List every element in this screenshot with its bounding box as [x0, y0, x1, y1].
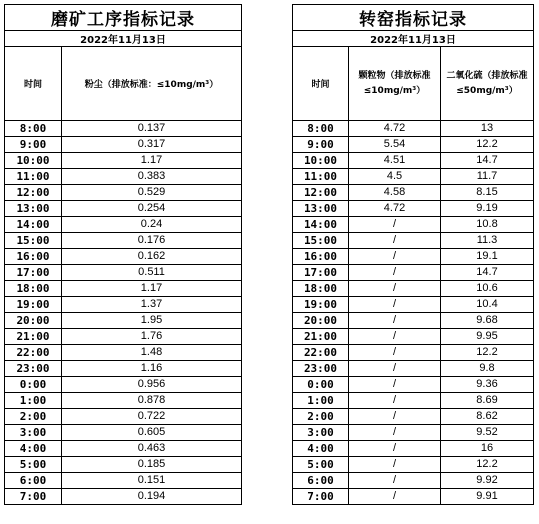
table-row	[293, 313, 534, 329]
time-cell: 7:00	[5, 489, 62, 505]
time-cell: 13:00	[293, 201, 349, 217]
dust-value-cell: 0.185	[62, 457, 242, 473]
time-cell: 22:00	[293, 345, 349, 361]
so2-value-cell: 14.7	[441, 265, 534, 281]
table-row	[293, 329, 534, 345]
dust-value-cell: 0.956	[62, 377, 242, 393]
time-cell: 3:00	[5, 425, 62, 441]
kiln-table	[292, 4, 534, 505]
table-row	[5, 153, 242, 169]
so2-value-cell: 19.1	[441, 249, 534, 265]
time-cell: 1:00	[5, 393, 62, 409]
pm-value-cell: /	[349, 473, 441, 489]
dust-value-cell: 1.76	[62, 329, 242, 345]
table-row	[293, 377, 534, 393]
so2-value-cell: 8.15	[441, 185, 534, 201]
time-cell: 16:00	[5, 249, 62, 265]
dust-value-cell: 0.511	[62, 265, 242, 281]
dust-value-cell: 1.17	[62, 153, 242, 169]
grinding-table-date: 2022年11月13日	[5, 31, 242, 47]
table-row	[5, 377, 242, 393]
grinding-process-table	[4, 4, 242, 505]
time-cell: 12:00	[5, 185, 62, 201]
time-cell: 2:00	[5, 409, 62, 425]
time-cell: 10:00	[5, 153, 62, 169]
so2-value-cell: 14.7	[441, 153, 534, 169]
table-row	[293, 153, 534, 169]
pm-value-cell: /	[349, 297, 441, 313]
dust-value-cell: 0.605	[62, 425, 242, 441]
table-row	[5, 233, 242, 249]
so2-value-cell: 10.6	[441, 281, 534, 297]
table-row	[293, 121, 534, 137]
time-cell: 19:00	[5, 297, 62, 313]
pm-value-cell: 4.72	[349, 121, 441, 137]
dust-value-cell: 1.37	[62, 297, 242, 313]
pm-value-cell: 4.58	[349, 185, 441, 201]
so2-value-cell: 9.95	[441, 329, 534, 345]
dust-value-cell: 0.878	[62, 393, 242, 409]
so2-value-cell: 12.2	[441, 457, 534, 473]
pm-value-cell: /	[349, 457, 441, 473]
kiln-col-pm-label: 颗粒物（排放标准≤10mg/m³）	[358, 70, 431, 96]
table-row	[293, 457, 534, 473]
time-cell: 0:00	[293, 377, 349, 393]
time-cell: 5:00	[5, 457, 62, 473]
time-cell: 7:00	[293, 489, 349, 505]
grinding-col-dust: 粉尘（排放标准：≤10mg/m³）	[62, 47, 242, 121]
pm-value-cell: /	[349, 249, 441, 265]
table-row	[293, 489, 534, 505]
pm-value-cell: /	[349, 233, 441, 249]
time-cell: 15:00	[5, 233, 62, 249]
table-row	[293, 361, 534, 377]
so2-value-cell: 9.36	[441, 377, 534, 393]
pm-value-cell: /	[349, 345, 441, 361]
time-cell: 8:00	[293, 121, 349, 137]
so2-value-cell: 9.52	[441, 425, 534, 441]
time-cell: 4:00	[293, 441, 349, 457]
dust-value-cell: 1.16	[62, 361, 242, 377]
pm-value-cell: 4.72	[349, 201, 441, 217]
so2-value-cell: 12.2	[441, 345, 534, 361]
so2-value-cell: 9.8	[441, 361, 534, 377]
time-cell: 19:00	[293, 297, 349, 313]
pm-value-cell: /	[349, 377, 441, 393]
pm-value-cell: /	[349, 393, 441, 409]
time-cell: 20:00	[293, 313, 349, 329]
dust-value-cell: 0.722	[62, 409, 242, 425]
kiln-col-so2	[441, 47, 534, 121]
so2-value-cell: 9.92	[441, 473, 534, 489]
kiln-col-so2-label: 二氧化硫（排放标准≤50mg/m³）	[446, 70, 528, 96]
time-cell: 3:00	[293, 425, 349, 441]
table-row	[5, 121, 242, 137]
table-row	[293, 409, 534, 425]
table-row	[5, 361, 242, 377]
table-row	[293, 265, 534, 281]
grinding-col-time: 时间	[5, 47, 62, 121]
table-row	[5, 345, 242, 361]
time-cell: 2:00	[293, 409, 349, 425]
table-row	[5, 185, 242, 201]
time-cell: 11:00	[293, 169, 349, 185]
so2-value-cell: 11.7	[441, 169, 534, 185]
time-cell: 22:00	[5, 345, 62, 361]
pm-value-cell: /	[349, 425, 441, 441]
pm-value-cell: /	[349, 313, 441, 329]
dust-value-cell: 0.151	[62, 473, 242, 489]
so2-value-cell: 9.91	[441, 489, 534, 505]
table-row	[293, 201, 534, 217]
time-cell: 11:00	[5, 169, 62, 185]
time-cell: 18:00	[5, 281, 62, 297]
grinding-table-title: 磨矿工序指标记录	[5, 5, 242, 31]
dust-value-cell: 0.383	[62, 169, 242, 185]
so2-value-cell: 16	[441, 441, 534, 457]
pm-value-cell: /	[349, 361, 441, 377]
pm-value-cell: 4.51	[349, 153, 441, 169]
time-cell: 15:00	[293, 233, 349, 249]
time-cell: 12:00	[293, 185, 349, 201]
time-cell: 21:00	[293, 329, 349, 345]
time-cell: 18:00	[293, 281, 349, 297]
pm-value-cell: /	[349, 441, 441, 457]
time-cell: 8:00	[5, 121, 62, 137]
so2-value-cell: 9.68	[441, 313, 534, 329]
table-row	[5, 329, 242, 345]
time-cell: 14:00	[5, 217, 62, 233]
time-cell: 0:00	[5, 377, 62, 393]
time-cell: 20:00	[5, 313, 62, 329]
pm-value-cell: /	[349, 329, 441, 345]
dust-value-cell: 0.463	[62, 441, 242, 457]
kiln-table-body	[293, 121, 534, 505]
table-row	[5, 217, 242, 233]
table-row	[5, 409, 242, 425]
dust-value-cell: 0.529	[62, 185, 242, 201]
table-row	[293, 217, 534, 233]
time-cell: 6:00	[5, 473, 62, 489]
table-row	[5, 201, 242, 217]
table-row	[5, 281, 242, 297]
time-cell: 1:00	[293, 393, 349, 409]
table-row	[293, 297, 534, 313]
time-cell: 13:00	[5, 201, 62, 217]
table-row	[5, 457, 242, 473]
so2-value-cell: 8.69	[441, 393, 534, 409]
table-row	[293, 441, 534, 457]
time-cell: 17:00	[5, 265, 62, 281]
table-row	[293, 345, 534, 361]
dust-value-cell: 1.95	[62, 313, 242, 329]
table-row	[293, 233, 534, 249]
kiln-col-time: 时间	[293, 47, 349, 121]
dust-value-cell: 0.24	[62, 217, 242, 233]
table-row	[5, 169, 242, 185]
so2-value-cell: 13	[441, 121, 534, 137]
table-row	[293, 425, 534, 441]
table-row	[293, 169, 534, 185]
time-cell: 16:00	[293, 249, 349, 265]
kiln-table-title: 转窑指标记录	[293, 5, 534, 31]
time-cell: 21:00	[5, 329, 62, 345]
time-cell: 5:00	[293, 457, 349, 473]
table-row	[5, 313, 242, 329]
time-cell: 9:00	[5, 137, 62, 153]
table-row	[293, 473, 534, 489]
pm-value-cell: /	[349, 281, 441, 297]
table-row	[293, 281, 534, 297]
kiln-col-pm	[349, 47, 441, 121]
dust-value-cell: 0.194	[62, 489, 242, 505]
time-cell: 4:00	[5, 441, 62, 457]
table-row	[293, 137, 534, 153]
table-row	[293, 393, 534, 409]
so2-value-cell: 10.8	[441, 217, 534, 233]
pm-value-cell: 5.54	[349, 137, 441, 153]
kiln-table-date: 2022年11月13日	[293, 31, 534, 47]
so2-value-cell: 11.3	[441, 233, 534, 249]
grinding-table-body	[5, 121, 242, 505]
pm-value-cell: /	[349, 217, 441, 233]
table-row	[293, 185, 534, 201]
so2-value-cell: 10.4	[441, 297, 534, 313]
dust-value-cell: 0.176	[62, 233, 242, 249]
table-row	[5, 137, 242, 153]
time-cell: 17:00	[293, 265, 349, 281]
table-row	[5, 265, 242, 281]
dust-value-cell: 0.317	[62, 137, 242, 153]
table-row	[5, 441, 242, 457]
so2-value-cell: 9.19	[441, 201, 534, 217]
table-row	[5, 489, 242, 505]
so2-value-cell: 12.2	[441, 137, 534, 153]
table-row	[293, 249, 534, 265]
table-row	[5, 297, 242, 313]
time-cell: 23:00	[5, 361, 62, 377]
table-row	[5, 473, 242, 489]
table-row	[5, 249, 242, 265]
dust-value-cell: 1.48	[62, 345, 242, 361]
pm-value-cell: /	[349, 489, 441, 505]
dust-value-cell: 0.162	[62, 249, 242, 265]
table-row	[5, 393, 242, 409]
time-cell: 14:00	[293, 217, 349, 233]
time-cell: 9:00	[293, 137, 349, 153]
pm-value-cell: /	[349, 409, 441, 425]
dust-value-cell: 0.254	[62, 201, 242, 217]
time-cell: 10:00	[293, 153, 349, 169]
table-row	[5, 425, 242, 441]
time-cell: 23:00	[293, 361, 349, 377]
time-cell: 6:00	[293, 473, 349, 489]
dust-value-cell: 1.17	[62, 281, 242, 297]
so2-value-cell: 8.62	[441, 409, 534, 425]
dust-value-cell: 0.137	[62, 121, 242, 137]
pm-value-cell: /	[349, 265, 441, 281]
pm-value-cell: 4.5	[349, 169, 441, 185]
